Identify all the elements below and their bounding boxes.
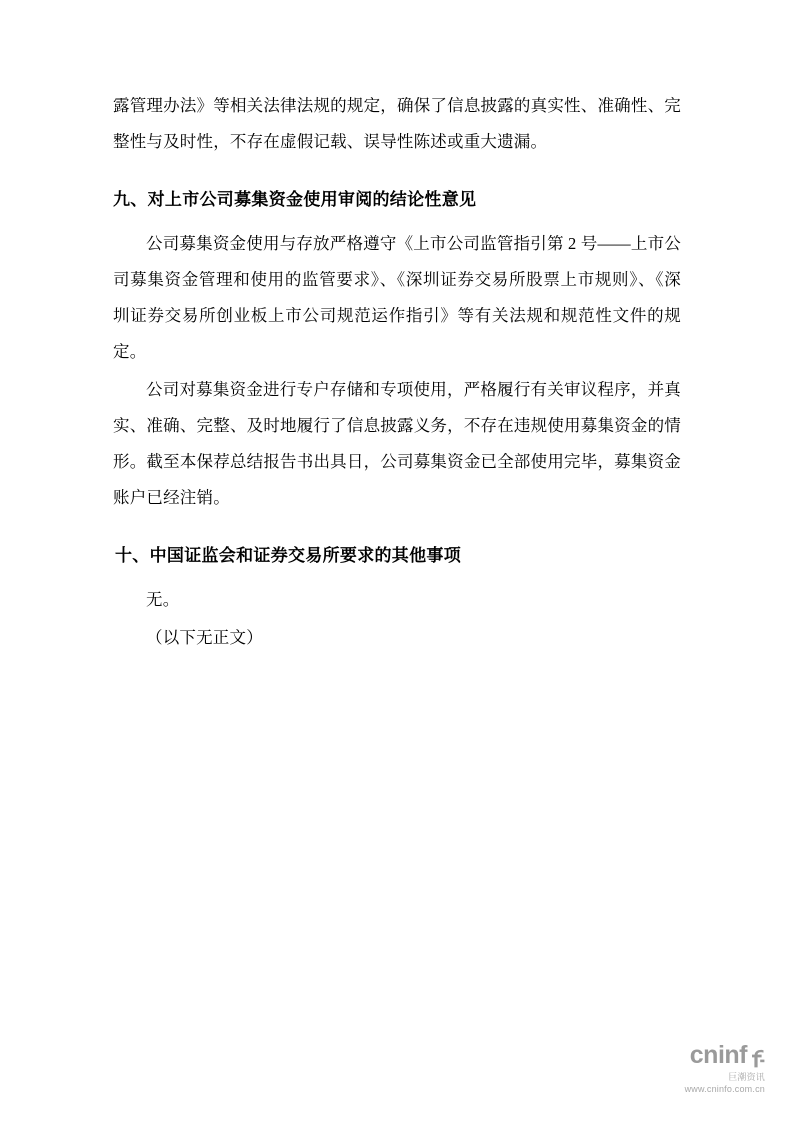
section-heading-ten: 十、中国证监会和证券交易所要求的其他事项 [115, 546, 461, 565]
cninfo-f-icon [750, 1049, 765, 1068]
section-nine-paragraph-2: 公司对募集资金进行专户存储和专项使用，严格履行有关审议程序，并真实、准确、完整、及时地履行了信息披露义务，不存在违规使用募集资金的情形。截至本保荐总结报告书出具日，公司募集资金已全部使用完毕，募集资金账户已经注销。 [113, 380, 681, 507]
section-ten-paragraph-1: 无。 [146, 590, 180, 609]
logo-wordmark: cninf [689, 1041, 747, 1069]
logo-url: www.cninfo.com.cn [684, 1084, 765, 1094]
document-content [113, 88, 681, 658]
section-ten-paragraph-2: （以下无正文） [146, 628, 263, 647]
section-heading-nine: 九、对上市公司募集资金使用审阅的结论性意见 [113, 190, 477, 209]
logo-subtitle: 巨潮资讯 [728, 1072, 765, 1082]
section-nine-paragraph-1: 公司募集资金使用与存放严格遵守《上市公司监管指引第 2 号——上市公司募集资金管理和使用的监管要求》、《深圳证券交易所股票上市规则》、《深圳证券交易所创业板上市公司规范运作指引》等有关法规和规范性文件的规定。 [113, 234, 681, 361]
paragraph-continued: 露管理办法》等相关法律法规的规定，确保了信息披露的真实性、准确性、完整性与及时性，不存在虚假记载、误导性陈述或重大遗漏。 [113, 96, 681, 151]
logo-row [635, 1043, 765, 1068]
cninfo-watermark [635, 1043, 765, 1094]
